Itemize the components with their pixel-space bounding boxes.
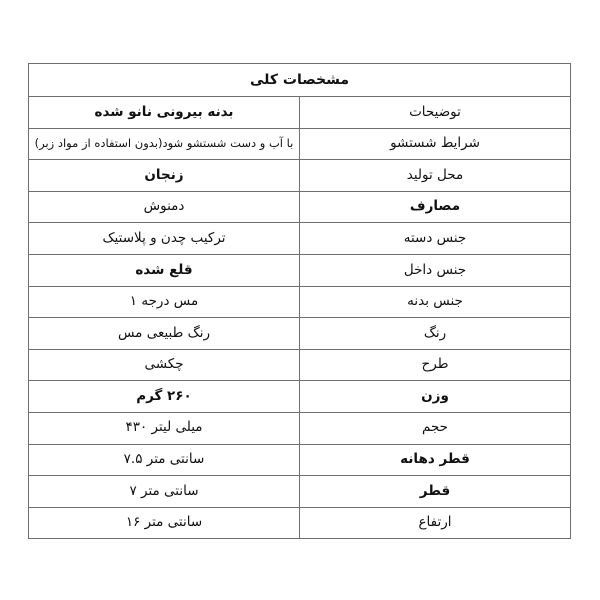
spec-value: چکشی	[29, 349, 300, 381]
spec-value: مس درجه ۱	[29, 286, 300, 318]
table-row	[29, 507, 571, 539]
specifications-table	[28, 63, 571, 539]
table-row	[29, 349, 571, 381]
spec-value: بدنه بیرونی نانو شده	[29, 97, 300, 129]
spec-label: جنس بدنه	[300, 286, 571, 318]
table-row	[29, 318, 571, 350]
spec-label: وزن	[300, 381, 571, 413]
spec-value: سانتی متر ۷.۵	[29, 444, 300, 476]
table-row	[29, 381, 571, 413]
spec-label: محل تولید	[300, 160, 571, 192]
spec-value: زنجان	[29, 160, 300, 192]
table-row	[29, 254, 571, 286]
spec-label: شرایط شستشو	[300, 128, 571, 160]
spec-label: توضیحات	[300, 97, 571, 129]
spec-label: قطر دهانه	[300, 444, 571, 476]
table-row	[29, 412, 571, 444]
spec-value: ترکیب چدن و پلاستیک	[29, 223, 300, 255]
spec-value: سانتی متر ۷	[29, 476, 300, 508]
spec-value: میلی لیتر ۴۳۰	[29, 412, 300, 444]
spec-value: دمنوش	[29, 191, 300, 223]
table-header-row	[29, 64, 571, 97]
spec-label: طرح	[300, 349, 571, 381]
table-row	[29, 128, 571, 160]
spec-label: حجم	[300, 412, 571, 444]
table-row	[29, 160, 571, 192]
spec-label: جنس داخل	[300, 254, 571, 286]
spec-value: با آب و دست شستشو شود(بدون استفاده از مواد زبر)	[29, 128, 300, 160]
table-row	[29, 476, 571, 508]
table-row	[29, 97, 571, 129]
table-row	[29, 191, 571, 223]
spec-value: ۲۶۰ گرم	[29, 381, 300, 413]
spec-label: جنس دسته	[300, 223, 571, 255]
table-row	[29, 223, 571, 255]
table-row	[29, 286, 571, 318]
spec-value: قلع شده	[29, 254, 300, 286]
spec-label: رنگ	[300, 318, 571, 350]
spec-label: ارتفاع	[300, 507, 571, 539]
spec-label: قطر	[300, 476, 571, 508]
spec-value: سانتی متر ۱۶	[29, 507, 300, 539]
spec-value: رنگ طبیعی مس	[29, 318, 300, 350]
table-row	[29, 444, 571, 476]
spec-label: مصارف	[300, 191, 571, 223]
table-title: مشخصات کلی	[29, 64, 571, 97]
